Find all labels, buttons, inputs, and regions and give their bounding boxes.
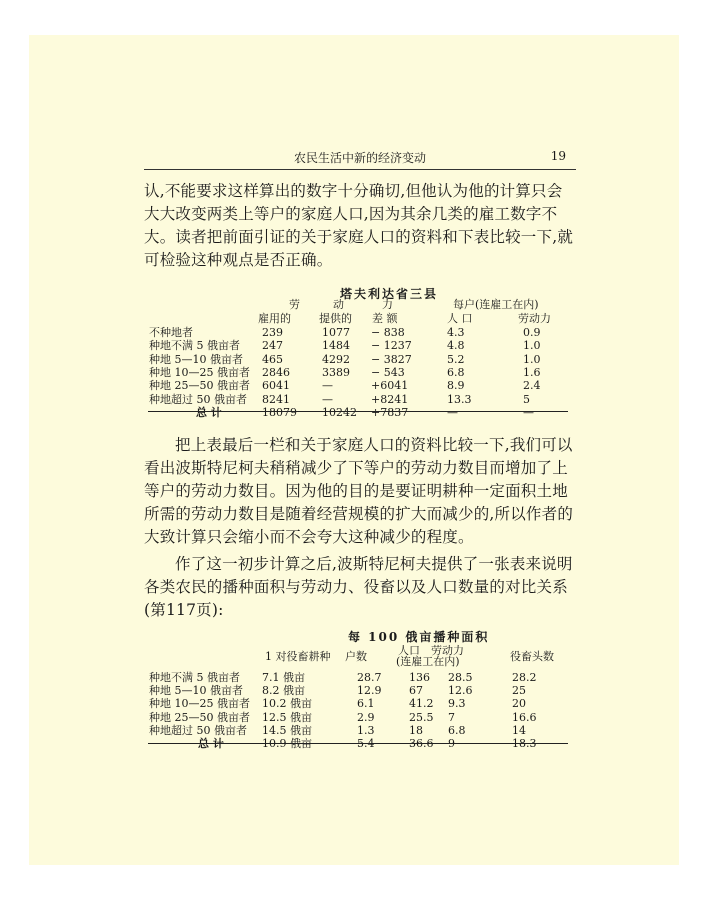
table2-cell: 28.2 bbox=[512, 671, 537, 684]
running-header bbox=[144, 149, 576, 170]
table1-cell: − 838 bbox=[371, 326, 405, 339]
table2-cell: 20 bbox=[512, 697, 526, 711]
table1-total-cell: — bbox=[523, 405, 534, 419]
table2-cell: 14 bbox=[512, 723, 526, 737]
table2-cell: 1.3 bbox=[357, 723, 375, 737]
table2-cell: 6.1 bbox=[357, 697, 375, 711]
table2-cell: 2.9 bbox=[357, 710, 375, 724]
table2-cell: 种地超过 50 俄亩者 bbox=[149, 723, 247, 737]
table1-group-labor-1: 劳 bbox=[289, 298, 300, 311]
table1-group-household: 每户(连雇工在内) bbox=[453, 298, 539, 311]
table2-cell: 28.7 bbox=[357, 671, 382, 684]
table1-cell: 3389 bbox=[322, 365, 350, 379]
table1-col-provided: 提供的 bbox=[319, 312, 352, 325]
table1-cell: − 543 bbox=[371, 365, 405, 379]
table2-cell: 25.5 bbox=[409, 710, 434, 724]
table1-cell: 4292 bbox=[322, 352, 350, 366]
table1-cell: +8241 bbox=[371, 392, 409, 406]
table2-total-cell: 9 bbox=[448, 737, 455, 750]
table1-cell: 1484 bbox=[322, 339, 350, 353]
table2-col-incl-hired: (连雇工在内) bbox=[396, 655, 460, 668]
table1-group-labor-3: 力 bbox=[382, 298, 393, 311]
table2-cell: 9.3 bbox=[448, 697, 466, 711]
table2-cell: 12.5 俄亩 bbox=[262, 710, 312, 724]
table2-cell: 8.2 俄亩 bbox=[262, 684, 305, 698]
table1-cell: 8241 bbox=[262, 392, 290, 406]
table2-cell: 种地 5—10 俄亩者 bbox=[149, 684, 243, 698]
table2-total-cell: 总 计 bbox=[198, 737, 224, 750]
table2-cell: 41.2 bbox=[409, 697, 434, 711]
table1-cell: — bbox=[322, 392, 333, 406]
table2-cell: 12.6 bbox=[448, 684, 473, 698]
table1-cell: 1.6 bbox=[523, 365, 541, 379]
table2-cell: 6.8 bbox=[448, 723, 466, 737]
table1-cell: 239 bbox=[262, 326, 283, 339]
table1-cell: 465 bbox=[262, 352, 283, 366]
table1-cell: 0.9 bbox=[523, 326, 541, 339]
table1-group-labor-2: 动 bbox=[333, 298, 344, 311]
table2-title: 每 100 俄亩播种面积 bbox=[348, 630, 490, 644]
table2-cell: 28.5 bbox=[448, 671, 473, 684]
table1-cell: 5 bbox=[523, 392, 530, 406]
table1-cell: 6.8 bbox=[447, 365, 465, 379]
table1-cell: 2846 bbox=[262, 365, 290, 379]
page-number: 19 bbox=[550, 149, 566, 163]
table2-cell: 10.2 俄亩 bbox=[262, 697, 312, 711]
table2-cell: 16.6 bbox=[512, 710, 537, 724]
table1-cell: 1.0 bbox=[523, 339, 541, 353]
paragraph-1: 认,不能要求这样算出的数字十分确切,但他认为他的计算只会大大改变两类上等户的家庭人口,因为其余几类的雇工数字不大。读者把前面引证的关于家庭人口的资料和下表比较一下,就可检验这种观点是否正确。 bbox=[144, 182, 574, 269]
table2-col-households: 户数 bbox=[345, 650, 367, 663]
table1-total-cell: 18079 bbox=[262, 405, 297, 419]
table1-col-pop: 人 口 bbox=[447, 312, 473, 325]
table1-rule bbox=[148, 411, 568, 412]
table2-cell: 7.1 俄亩 bbox=[262, 671, 305, 684]
table1-cell: 4.3 bbox=[447, 326, 465, 339]
table1-col-diff: 差 额 bbox=[372, 312, 398, 325]
table2-cell: 14.5 俄亩 bbox=[262, 723, 312, 737]
table1-cell: 1.0 bbox=[523, 352, 541, 366]
table2-cell: 136 bbox=[409, 671, 430, 684]
table1-title: 塔夫利达省三县 bbox=[340, 287, 439, 301]
table2-col-population: 人口 bbox=[398, 644, 420, 657]
table1-col-hired: 雇用的 bbox=[258, 312, 291, 325]
table2-total-cell: 36.6 bbox=[409, 737, 434, 750]
running-title: 农民生活中新的经济变动 bbox=[294, 151, 427, 165]
table1-cell: 种地 5—10 俄亩者 bbox=[149, 352, 243, 366]
table1-total-cell: 10242 bbox=[322, 405, 357, 419]
table2-cell: 种地 25—50 俄亩者 bbox=[149, 710, 250, 724]
table1-cell: 8.9 bbox=[447, 379, 465, 393]
table1-cell: 4.8 bbox=[447, 339, 465, 353]
table2-cell: 种地不满 5 俄亩者 bbox=[149, 671, 240, 684]
paragraph-3: 作了这一初步计算之后,波斯特尼柯夫提供了一张表来说明各类农民的播种面积与劳动力、役畜以及人口数量的对比关系(第117页): bbox=[144, 555, 573, 619]
table2-cell: 12.9 bbox=[357, 684, 382, 698]
table2-cell: 67 bbox=[409, 684, 423, 698]
table1-cell: +6041 bbox=[371, 379, 409, 393]
table1-cell: 6041 bbox=[262, 379, 290, 393]
paragraph-2: 把上表最后一栏和关于家庭人口的资料比较一下,我们可以看出波斯特尼柯夫稍稍减少了下等户的劳动力数目而增加了上等户的劳动力数目。因为他的目的是要证明耕种一定面积土地所需的劳动力数目是随着经营规模的扩大而减少的,所以作者的大致计算只会缩小而不会夸大这种减少的程度。 bbox=[144, 436, 574, 546]
table1-cell: 13.3 bbox=[447, 392, 472, 406]
table2-cell: 18 bbox=[409, 723, 423, 737]
table2-rule bbox=[148, 743, 568, 744]
table1-cell: 种地超过 50 俄亩者 bbox=[149, 392, 247, 406]
table2-total-cell: 5.4 bbox=[357, 737, 375, 750]
table2-total-cell: 10.9 俄亩 bbox=[262, 737, 312, 750]
table1-cell: 种地 10—25 俄亩者 bbox=[149, 365, 250, 379]
table2-col-draft-animals: 役畜头数 bbox=[510, 650, 554, 663]
table1-cell: 不种地者 bbox=[149, 326, 193, 339]
table1-cell: — bbox=[322, 379, 333, 393]
table1-total-cell: +7837 bbox=[371, 405, 409, 419]
table1-cell: − 3827 bbox=[371, 352, 412, 366]
table1-cell: 5.2 bbox=[447, 352, 465, 366]
table1-total-cell: — bbox=[447, 405, 458, 419]
table1-col-labor: 劳动力 bbox=[518, 312, 551, 325]
table1-cell: 2.4 bbox=[523, 379, 541, 393]
table2-total-cell: 18.3 bbox=[512, 737, 537, 750]
table2-cell: 7 bbox=[448, 710, 455, 724]
table2-cell: 种地 10—25 俄亩者 bbox=[149, 697, 250, 711]
table1-cell: 种地 25—50 俄亩者 bbox=[149, 379, 250, 393]
table1-cell: 种地不满 5 俄亩者 bbox=[149, 339, 240, 353]
table2-col-per-pair: 1 对役畜耕种 bbox=[265, 650, 331, 663]
table1-total-cell: 总 计 bbox=[196, 405, 222, 419]
table1-cell: − 1237 bbox=[371, 339, 412, 353]
table1-cell: 1077 bbox=[322, 326, 350, 339]
table2-cell: 25 bbox=[512, 684, 526, 698]
table2-col-labor: 劳动力 bbox=[431, 644, 464, 657]
table1-cell: 247 bbox=[262, 339, 283, 353]
